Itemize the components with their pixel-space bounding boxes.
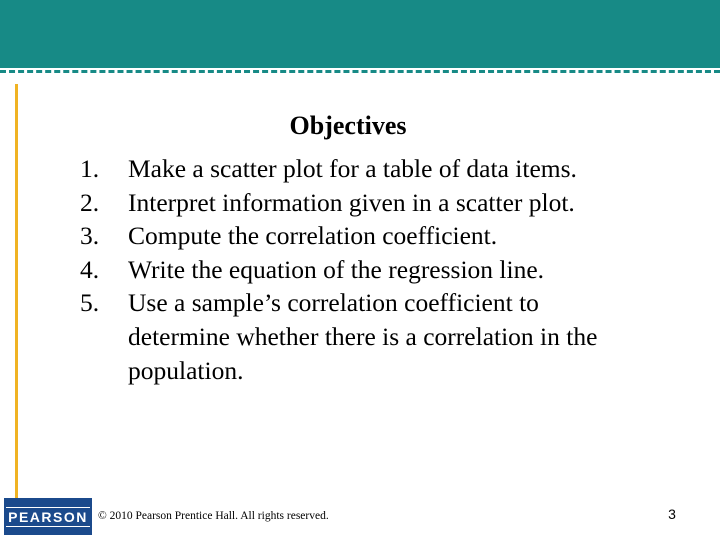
objective-number: 4. [80,254,100,284]
header-banner [0,0,720,68]
objective-number: 5. [80,288,100,318]
objective-item [80,219,640,253]
objective-number: 2. [80,187,100,217]
objective-text: Compute the correlation coefficient. [128,221,498,251]
left-accent-rule [15,84,18,512]
objective-text: Use a sample’s correlation coefficient to determine whether there is a correlation in the population. [128,288,598,385]
objectives-list [80,152,640,387]
copyright-notice: © 2010 Pearson Prentice Hall. All rights reserved. [98,510,329,522]
pearson-logo [4,498,92,535]
objective-number: 1. [80,154,100,183]
page-number: 3 [668,506,676,522]
logo-wordmark: PEARSON [8,508,88,525]
objective-text: Make a scatter plot for a table of data items. [128,154,577,183]
objective-item [80,286,640,387]
objective-item [80,253,640,287]
objective-text: Write the equation of the regression line. [128,254,545,284]
slide-title: Objectives [289,111,407,140]
objective-number: 3. [80,221,100,251]
header-dashed-divider [0,70,720,73]
objective-text: Interpret information given in a scatter plot. [128,187,575,217]
objective-item [80,186,640,220]
objective-item [80,152,640,186]
